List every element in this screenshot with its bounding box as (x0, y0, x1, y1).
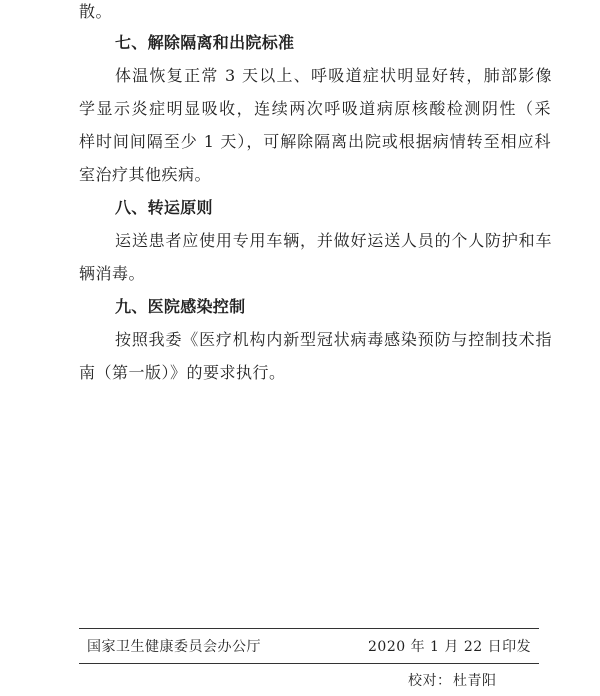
proofreader-name: 杜青阳 (453, 673, 497, 689)
body-line: 室治疗其他疾病。 (79, 165, 212, 184)
body-line: 辆消毒。 (79, 264, 146, 283)
top-fragment: 散。 (79, 2, 113, 21)
issuer-name: 国家卫生健康委员会办公厅 (87, 639, 261, 655)
section-heading-infection-control: 九、医院感染控制 (115, 297, 246, 316)
body-line: 学显示炎症明显吸收，连续两次呼吸道病原核酸检测阴性（采 (79, 99, 551, 118)
section-heading-transport: 八、转运原则 (115, 198, 213, 217)
body-line: 南（第一版）》的要求执行。 (79, 363, 286, 382)
body-line: 样时间间隔至少 1 天），可解除隔离出院或根据病情转至相应科 (79, 132, 551, 151)
section-heading-discharge: 七、解除隔离和出院标准 (115, 33, 295, 52)
proofreader-label: 校对： (408, 673, 452, 689)
body-line: 按照我委《医疗机构内新型冠状病毒感染预防与控制技术指 (115, 330, 552, 349)
footer-rule-top (79, 628, 539, 629)
body-line: 运送患者应使用专用车辆，并做好运送人员的个人防护和车 (115, 231, 552, 250)
body-line: 体温恢复正常 3 天以上、呼吸道症状明显好转，肺部影像 (115, 66, 552, 85)
issue-date: 2020 年 1 月 22 日印发 (368, 639, 532, 655)
footer-rule-bottom (79, 663, 539, 664)
